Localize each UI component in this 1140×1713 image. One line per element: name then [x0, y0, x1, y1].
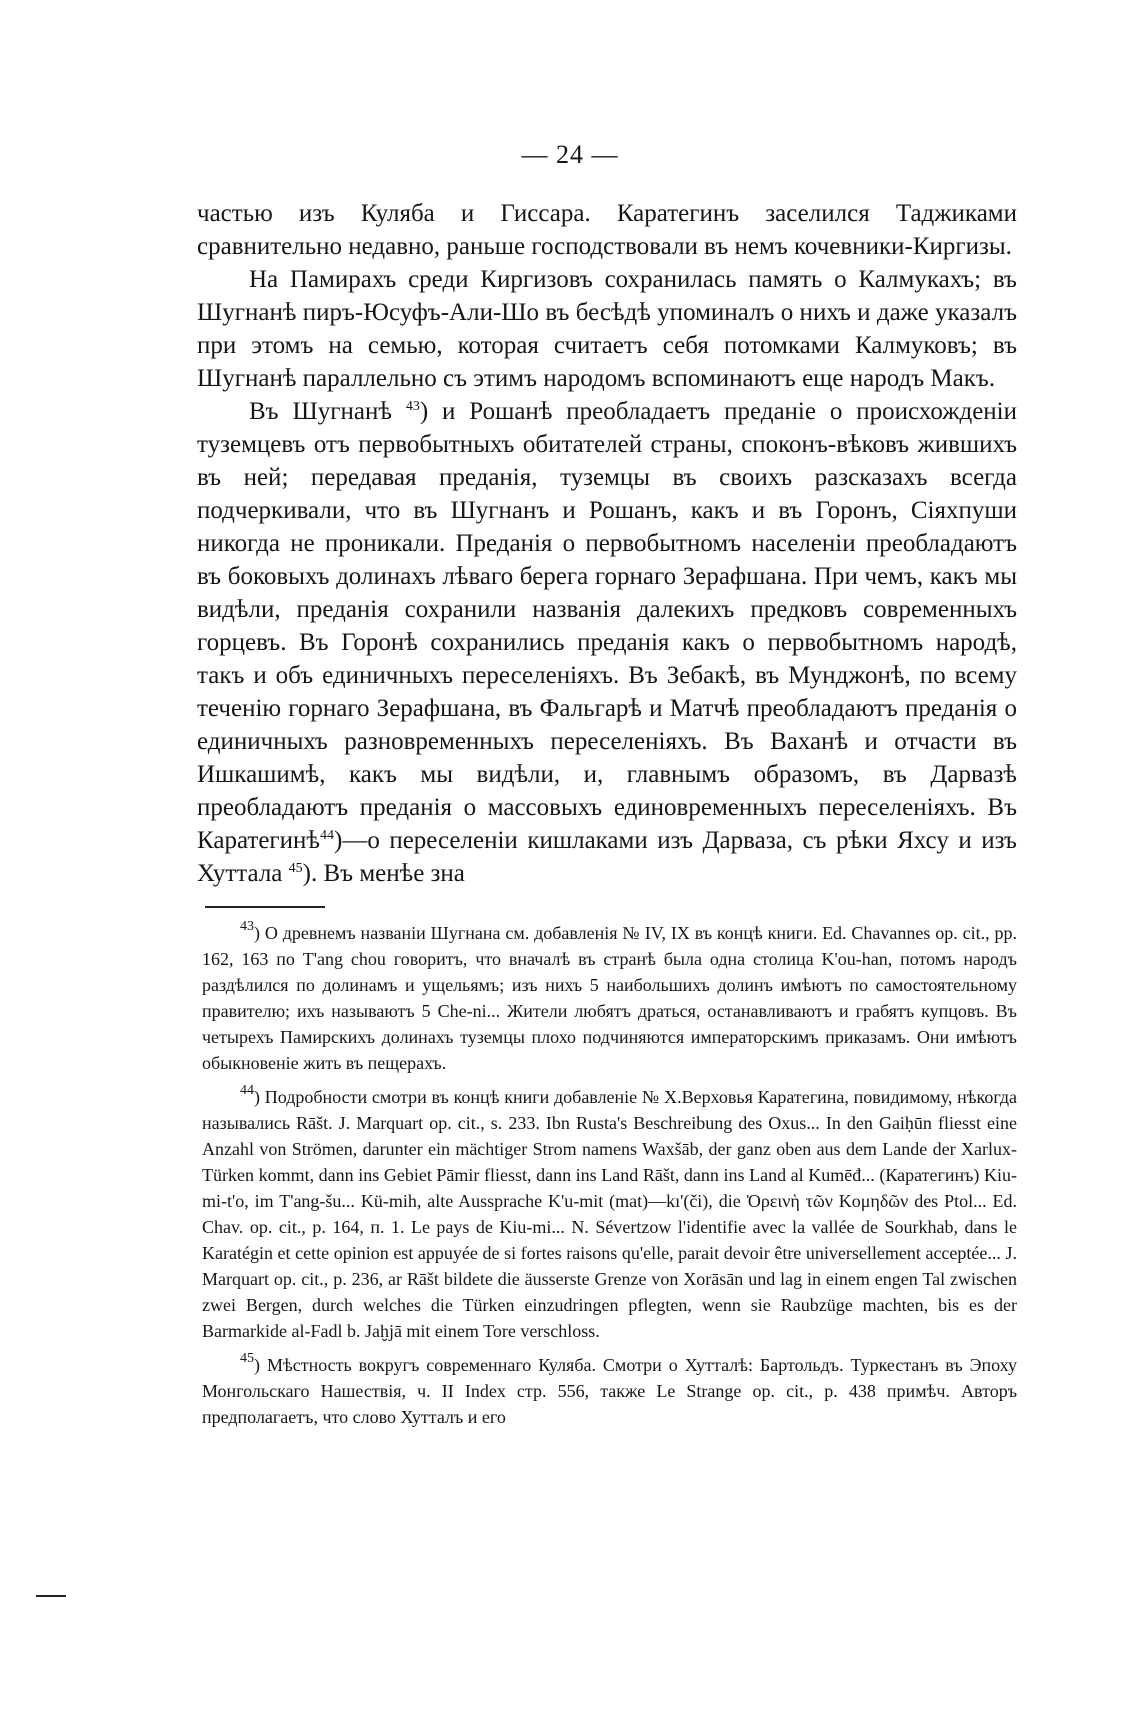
footnote-44 — [202, 1084, 1017, 1344]
main-text — [197, 197, 1017, 890]
paragraph-3 — [197, 395, 1017, 890]
footnote-45-text: ) Мѣстность вокругъ современнаго Куляба. Смотри о Хутталѣ: Бартольдъ. Туркестанъ въ Эпоху Монгольскаго Нашествія, ч. II Index стр. 556, также Le Strange op. cit., p. 438 примѣч. Авторъ предполагаетъ, что слово Хутталъ и его — [202, 1355, 1017, 1427]
footnote-43 — [202, 920, 1017, 1076]
paragraph-3-end: ). Въ менѣе зна — [302, 860, 465, 887]
paragraph-1: частью изъ Куляба и Гиссара. Каратегинъ заселился Таджиками сравнительно недавно, раньше господствовали въ немъ кочевники-Киргизы. — [197, 200, 1017, 260]
footnote-44-number: 44 — [240, 1083, 254, 1098]
footnote-ref-45[interactable]: 45 — [288, 861, 303, 876]
footnote-ref-44[interactable]: 44 — [320, 828, 334, 843]
paragraph-3-start: Въ Шугнанѣ — [249, 398, 392, 425]
footnote-separator — [205, 906, 325, 908]
footnote-45 — [202, 1352, 1017, 1430]
margin-mark — [36, 1595, 66, 1597]
footnote-43-text: ) О древнемъ названіи Шугнана см. добавленія № IV, IX въ концѣ книги. Ed. Chavannes op. cit., pp. 162, 163 по T'ang chou говоритъ, что вначалѣ въ странѣ была одна столица K'ou-han, потомъ народъ раздѣлился по долинамъ и ущельямъ; изъ нихъ 5 наибольшихъ долинъ имѣютъ по самостоятельному правителю; ихъ называютъ 5 Che-ni... Жители любятъ драться, останавливаютъ и грабятъ купцовъ. Въ четырехъ Памирскихъ долинахъ туземцы плохо подчиняются императорскимъ приказамъ. Они имѣютъ обыкновеніе жить въ пещерахъ. — [202, 923, 1017, 1073]
footnote-ref-43[interactable]: 43 — [405, 399, 420, 414]
footnote-45-number: 45 — [240, 1351, 254, 1366]
footnotes — [202, 920, 1017, 1438]
footnote-44-text: ) Подробности смотри въ концѣ книги добавленіе № X.Верховья Каратегина, повидимому, нѣкогда назывались Rāšt. J. Marquart op. cit., s. 233. Ibn Rusta's Beschreibung des Oxus... In den Gaiḥūn fliesst eine Anzahl von Strömen, darunter ein mächtiger Strom namens Waxšāb, der ganz oben aus dem Lande der Xarlux-Türken kommt, dann ins Gebiet Pāmir fliesst, dann ins Land Rāšt, dann ins Land al Kumēđ... (Каратегинъ) Kiu-mi-t'o, im T'ang-šu... Kü-mih, alte Aussprache K'u-mit (mat)—kı'(či), die Ὀρεινὴ τῶν Κομηδῶν des Ptol... Ed. Chav. op. cit., p. 164, п. 1. Le pays de Kiu-mi... N. Sévertzow l'identifie avec la vallée de Sourkhab, dans le Karatégin et cette opinion est appuyée de si fortes raisons qu'elle, parait devoir être universellement acceptée... J. Marquart op. cit., p. 236, ar Rāšt bildete die äusserste Grenze von Xorāsān und lag in einem engen Tal zwischen zwei Bergen, durch welches die Türken einzudringen pflegten, wenn sie Raubzüge machten, bis es der Barmarkide al-Fadl b. Jaḫjā mit einem Tore verschloss. — [202, 1087, 1017, 1341]
paragraph-2: На Памирахъ среди Киргизовъ сохранилась память о Калмукахъ; въ Шугнанѣ пиръ-Юсуфъ-Али-Шо въ бесѣдѣ упоминалъ о нихъ и даже указалъ при этомъ на семью, которая считаетъ себя потомками Калмуковъ; въ Шугнанѣ параллельно съ этимъ народомъ вспоминаютъ еще народъ Макъ. — [197, 266, 1017, 392]
paragraph-3-body: ) и Рошанѣ преобладаетъ преданіе о происхожденіи туземцевъ отъ первобытныхъ обитателей страны, споконъ-вѣковъ жившихъ въ ней; передавая преданія, туземцы въ своихъ разсказахъ всегда подчеркивали, что въ Шугнанъ и Рошанъ, какъ и въ Горонъ, Сіяхпуши никогда не проникали. Преданія о первобытномъ населеніи преобладаютъ въ боковыхъ долинахъ лѣваго берега горнаго Зерафшана. При чемъ, какъ мы видѣли, преданія сохранили названія далекихъ предковъ современныхъ горцевъ. Въ Горонѣ сохранились преданія какъ о первобытномъ народѣ, такъ и объ единичныхъ переселеніяхъ. Въ Зебакѣ, въ Мунджонѣ, по всему теченію горнаго Зерафшана, въ Фальгарѣ и Матчѣ преобладаютъ преданія о единичныхъ разновременныхъ переселеніяхъ. Въ Ваханѣ и отчасти въ Ишкашимѣ, какъ мы видѣли, и, главнымъ образомъ, въ Дарвазѣ преобладаютъ преданія о массовыхъ единовременныхъ переселеніяхъ. Въ Каратегинѣ — [197, 398, 1017, 854]
paragraph-3-cont: )—о переселеніи кишлаками изъ Дарваза, съ рѣки Яхсу и изъ Хуттала — [197, 827, 1017, 887]
page-number: — 24 — — [521, 140, 619, 169]
footnote-43-number: 43 — [240, 919, 254, 934]
